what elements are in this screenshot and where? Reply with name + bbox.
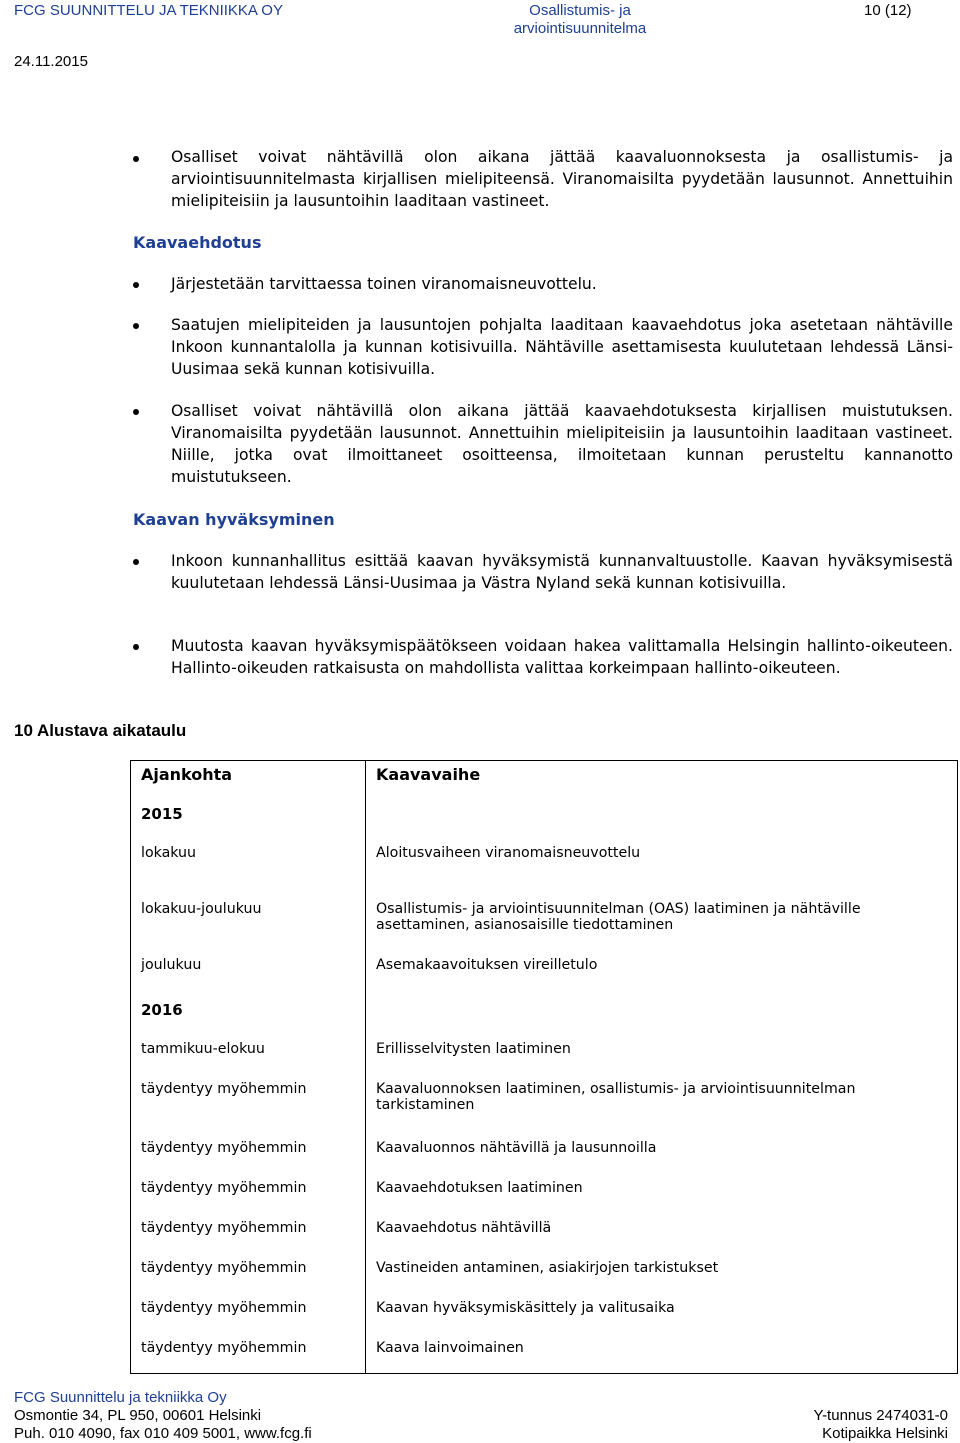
footer-domicile: Kotipaikka Helsinki — [822, 1425, 948, 1442]
heading-kaavan-hyvaksyminen: Kaavan hyväksyminen — [133, 510, 335, 529]
schedule-table — [130, 760, 958, 1374]
phase-cell — [366, 995, 958, 1035]
time-cell: täydentyy myöhemmin — [131, 1214, 366, 1254]
table-row — [131, 1214, 958, 1254]
phase-cell: Erillisselvitysten laatiminen — [366, 1035, 958, 1075]
column-header-ajankohta: Ajankohta — [131, 761, 366, 799]
year-cell: 2016 — [131, 995, 366, 1035]
bullet-marker — [133, 323, 139, 329]
paragraph-hyvaksymisesitys: Inkoon kunnanhallitus esittää kaavan hyväksymistä kunnanvaltuustolle. Kaavan hyväksymisestä kuulutetaan lehdessä Länsi-Uusimaa ja Västra Nyland sekä kunnan kotisivuilla. — [171, 552, 953, 592]
paragraph-osalliset-luonnos: Osalliset voivat nähtävillä olon aikana jättää kaavaluonnoksesta ja osallistumis- ja arviointisuunnitelmasta kirjallisen mielipiteensä. Viranomaisilta pyydetään lausunnot. Annettuihin mielipiteisiin ja lausuntoihin laaditaan vastineet. — [171, 148, 953, 210]
header-doc-title-line1: Osallistumis- ja — [529, 2, 631, 19]
phase-cell: Osallistumis- ja arviointisuunnitelman (OAS) laatiminen ja nähtäville asettaminen, asianosaisille tiedottaminen — [366, 895, 958, 951]
phase-cell: Kaavaehdotus nähtävillä — [366, 1214, 958, 1254]
phase-cell: Kaavan hyväksymiskäsittely ja valitusaika — [366, 1294, 958, 1334]
year-cell: 2015 — [131, 799, 366, 839]
time-cell: täydentyy myöhemmin — [131, 1254, 366, 1294]
bullet-marker — [133, 409, 139, 415]
header-doc-title-line2: arviointisuunnitelma — [513, 20, 647, 37]
time-cell: täydentyy myöhemmin — [131, 1174, 366, 1214]
header-company: FCG SUUNNITTELU JA TEKNIIKKA OY — [14, 2, 283, 19]
time-cell: täydentyy myöhemmin — [131, 1294, 366, 1334]
time-cell: lokakuu — [131, 839, 366, 895]
footer-address: Osmontie 34, PL 950, 00601 Helsinki — [14, 1407, 262, 1424]
time-cell: täydentyy myöhemmin — [131, 1134, 366, 1174]
time-cell: täydentyy myöhemmin — [131, 1075, 366, 1134]
header-doc-title — [450, 2, 710, 38]
phase-cell — [366, 799, 958, 839]
phase-cell: Aloitusvaiheen viranomaisneuvottelu — [366, 839, 958, 895]
phase-cell: Kaavaehdotuksen laatiminen — [366, 1174, 958, 1214]
table-row — [131, 895, 958, 951]
footer-contact: Puh. 010 4090, fax 010 409 5001, www.fcg.fi — [14, 1425, 312, 1442]
heading-alustava-aikataulu: 10 Alustava aikataulu — [14, 721, 187, 740]
page-number: 10 (12) — [864, 2, 912, 19]
time-cell: tammikuu-elokuu — [131, 1035, 366, 1075]
phase-cell: Kaava lainvoimainen — [366, 1334, 958, 1374]
phase-cell: Asemakaavoituksen vireilletulo — [366, 951, 958, 995]
phase-cell: Vastineiden antaminen, asiakirjojen tarkistukset — [366, 1254, 958, 1294]
paragraph-viranomaisneuvottelu: Järjestetään tarvittaessa toinen viranomaisneuvottelu. — [171, 275, 597, 293]
table-row — [131, 1075, 958, 1134]
schedule-header-row — [131, 761, 958, 799]
table-row — [131, 951, 958, 995]
table-row — [131, 1254, 958, 1294]
bullet-marker — [133, 282, 139, 288]
table-row — [131, 1134, 958, 1174]
phase-cell: Kaavaluonnos nähtävillä ja lausunnoilla — [366, 1134, 958, 1174]
footer-company: FCG Suunnittelu ja tekniikka Oy — [14, 1389, 227, 1406]
table-row — [131, 995, 958, 1035]
paragraph-kaavaehdotus-nahtaville: Saatujen mielipiteiden ja lausuntojen pohjalta laaditaan kaavaehdotus joka asetetaan nähtäville Inkoon kunnantalolla ja kunnan kotisivuilla. Nähtäville asettamisesta kuulutetaan lehdessä Länsi-Uusimaa sekä kunnan kotisivuilla. — [171, 316, 953, 378]
footer-business-id: Y-tunnus 2474031-0 — [813, 1407, 948, 1424]
bullet-marker — [133, 156, 139, 162]
table-row — [131, 1294, 958, 1334]
bullet-marker — [133, 559, 139, 565]
time-cell: lokakuu-joulukuu — [131, 895, 366, 951]
table-row — [131, 799, 958, 839]
time-cell: täydentyy myöhemmin — [131, 1334, 366, 1374]
column-header-kaavavaihe: Kaavavaihe — [366, 761, 958, 799]
table-row — [131, 1334, 958, 1374]
paragraph-muistutus: Osalliset voivat nähtävillä olon aikana jättää kaavaehdotuksesta kirjallisen muistutuksen. Viranomaisilta pyydetään lausunnot. Annettuihin mielipiteisiin ja lausuntoihin laaditaan vastineet. Niille, jotka ovat ilmoittaneet osoitteensa, ilmoitetaan kunnan perusteltu kannanotto muistutukseen. — [171, 402, 953, 486]
heading-kaavaehdotus: Kaavaehdotus — [133, 233, 262, 252]
table-row — [131, 839, 958, 895]
header-date: 24.11.2015 — [14, 53, 88, 70]
time-cell: joulukuu — [131, 951, 366, 995]
bullet-marker — [133, 644, 139, 650]
paragraph-muutoksenhaku: Muutosta kaavan hyväksymispäätökseen voidaan hakea valittamalla Helsingin hallinto-oikeuteen. Hallinto-oikeuden ratkaisusta on mahdollista valittaa korkeimpaan hallinto-oikeuteen. — [171, 637, 953, 677]
table-row — [131, 1174, 958, 1214]
table-row — [131, 1035, 958, 1075]
phase-cell: Kaavaluonnoksen laatiminen, osallistumis- ja arviointisuunnitelman tarkistaminen — [366, 1075, 958, 1134]
